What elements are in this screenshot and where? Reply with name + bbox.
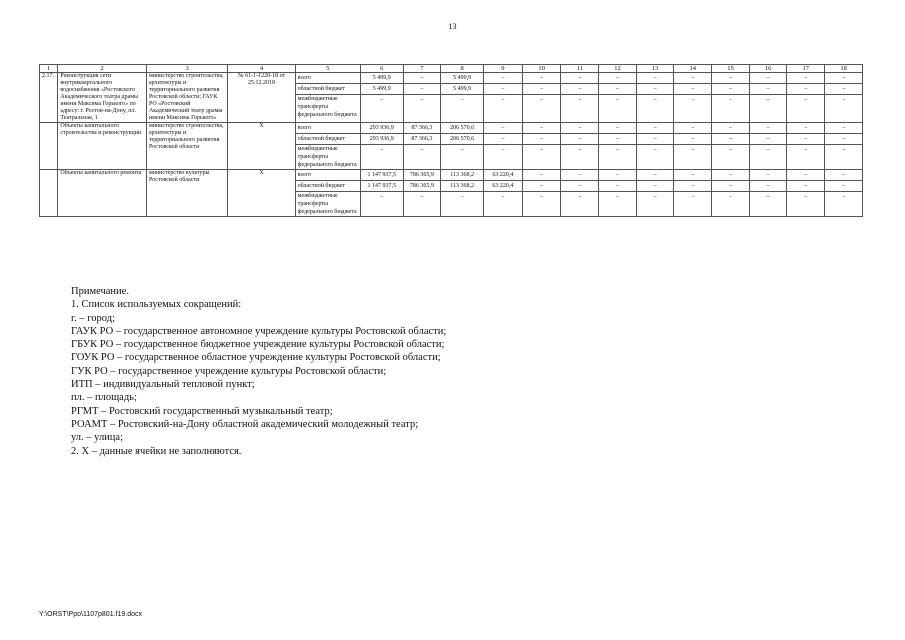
row-number (40, 170, 58, 217)
amount-value: – (728, 147, 732, 153)
column-header: 1 (40, 65, 58, 73)
amount-value: – (712, 73, 749, 84)
funding-source: областной бюджет (296, 134, 360, 145)
amount-value: – (712, 181, 749, 192)
amount-value: – (599, 134, 636, 145)
column-header: 18 (825, 65, 863, 73)
column-header: 4 (228, 65, 295, 73)
amount-value: – (653, 147, 657, 153)
amount-value: – (380, 147, 384, 153)
funding-source-cell (295, 170, 360, 217)
value-cell (441, 123, 484, 170)
value-cell (712, 170, 750, 217)
amount-value: – (637, 181, 674, 192)
value-cell (825, 123, 863, 170)
amount-value: – (484, 84, 522, 95)
value-cell (484, 170, 523, 217)
object-name: Объекты капитального строительства и реконструкции (58, 123, 147, 170)
amount-value: – (561, 73, 598, 84)
amount-value: – (420, 194, 424, 200)
note-line: ИТП – индивидуальный тепловой пункт; (71, 379, 255, 391)
amount-value: 113 368,2 (441, 170, 483, 181)
amount-value: – (561, 170, 598, 181)
amount-value: – (484, 123, 522, 134)
column-header: 7 (403, 65, 441, 73)
amount-value: – (523, 170, 561, 181)
column-header: 15 (712, 65, 750, 73)
value-cell (825, 73, 863, 123)
document-ref: № 61-1-1220-18 от 25.12.2018 (228, 73, 295, 123)
note-line: ГАУК РО – государственное автономное учреждение культуры Ростовской области; (71, 325, 447, 337)
file-path-footer: Y:\ORST\Ppo\1107p801.f19.docx (39, 611, 142, 618)
amount-value: – (380, 194, 384, 200)
amount-value: – (578, 97, 582, 103)
amount-value: – (842, 97, 846, 103)
amount-value: – (615, 97, 619, 103)
amount-value: – (825, 123, 862, 134)
amount-value: – (523, 134, 561, 145)
note-line: РГМТ – Ростовский государственный музыкальный театр; (71, 405, 333, 417)
amount-value: – (637, 84, 674, 95)
amount-value: – (637, 134, 674, 145)
notes-section (71, 285, 871, 458)
amount-value: – (420, 147, 424, 153)
amount-value: – (540, 97, 544, 103)
amount-value: 786 365,9 (404, 181, 441, 192)
note-line: РОАМТ – Ростовский-на-Дону областной академический молодежный театр; (71, 418, 419, 430)
amount-value: – (728, 194, 732, 200)
amount-value: – (712, 84, 749, 95)
amount-value: – (804, 194, 808, 200)
document-ref: Х (228, 123, 295, 170)
funding-source: областной бюджет (296, 181, 360, 192)
row-number: 2.17. (40, 73, 58, 123)
amount-value: – (674, 123, 711, 134)
funding-source: межбюджетные трансферты федерального бюджета (297, 146, 357, 168)
amount-value: – (578, 194, 582, 200)
value-cell (712, 123, 750, 170)
amount-value: – (787, 84, 824, 95)
amount-value: – (750, 73, 787, 84)
funding-source: межбюджетные трансферты федерального бюджета (297, 193, 357, 215)
amount-value: – (787, 73, 824, 84)
amount-value: – (540, 194, 544, 200)
amount-value: – (825, 84, 862, 95)
funding-source: всего (296, 123, 360, 134)
note-line: ул. – улица; (71, 432, 123, 444)
amount-value: – (404, 73, 441, 84)
amount-value: – (561, 134, 598, 145)
note-line: ГОУК РО – государственное областное учреждение культуры Ростовской области; (71, 352, 441, 364)
amount-value: – (804, 147, 808, 153)
note-line: г. – город; (71, 312, 115, 324)
note-line: пл. – площадь; (71, 392, 137, 404)
value-cell (787, 73, 825, 123)
object-name: Реконструкция сети внутриквартального водоснабжения «Ростовского Академического театра драмы имени Максима Горького» по адресу: г. Ростов-на-Дону, пл. Театральная, 1 (58, 73, 147, 123)
notes-title: Примечание. (71, 286, 129, 297)
value-cell (403, 170, 441, 217)
amount-value: – (599, 84, 636, 95)
funding-source-cell (295, 73, 360, 123)
amount-value: 1 147 937,5 (361, 181, 403, 192)
amount-value: – (540, 147, 544, 153)
funding-source: всего (296, 73, 360, 84)
amount-value: – (599, 73, 636, 84)
value-cell (636, 170, 674, 217)
amount-value: – (674, 84, 711, 95)
row-number (40, 123, 58, 170)
note-line: 1. Список используемых сокращений: (71, 299, 242, 311)
column-header: 2 (58, 65, 147, 73)
amount-value: – (599, 181, 636, 192)
column-header: 10 (522, 65, 561, 73)
amount-value: – (599, 170, 636, 181)
responsible-party: министерство строительства, архитектуры и территориального развития Ростовской области (146, 123, 227, 170)
amount-value: 113 368,2 (441, 181, 483, 192)
value-cell (674, 123, 712, 170)
amount-value: – (691, 147, 695, 153)
amount-value: – (712, 170, 749, 181)
amount-value: – (484, 134, 522, 145)
funding-source: всего (296, 170, 360, 181)
column-header: 5 (295, 65, 360, 73)
value-cell (787, 170, 825, 217)
amount-value: – (674, 134, 711, 145)
value-cell (561, 170, 599, 217)
amount-value: – (712, 123, 749, 134)
amount-value: 5 499,9 (361, 73, 403, 84)
value-cell (522, 170, 561, 217)
amount-value: – (825, 73, 862, 84)
value-cell (749, 123, 787, 170)
amount-value: 206 570,6 (441, 123, 483, 134)
funding-source: областной бюджет (296, 84, 360, 95)
amount-value: – (691, 97, 695, 103)
amount-value: – (728, 97, 732, 103)
amount-value: – (484, 73, 522, 84)
funding-source-cell (295, 123, 360, 170)
value-cell (360, 73, 403, 123)
note-line: ГБУК РО – государственное бюджетное учреждение культуры Ростовской области; (71, 339, 445, 351)
amount-value: – (637, 123, 674, 134)
value-cell (360, 123, 403, 170)
amount-value: – (523, 181, 561, 192)
value-cell (599, 123, 637, 170)
value-cell (749, 170, 787, 217)
value-cell (825, 170, 863, 217)
value-cell (561, 123, 599, 170)
value-cell (674, 73, 712, 123)
amount-value: – (420, 97, 424, 103)
column-header: 3 (146, 65, 227, 73)
amount-value: – (637, 73, 674, 84)
amount-value: – (561, 84, 598, 95)
amount-value: 5 499,9 (361, 84, 403, 95)
value-cell (441, 73, 484, 123)
column-header: 11 (561, 65, 599, 73)
amount-value: – (766, 147, 770, 153)
amount-value: – (787, 181, 824, 192)
amount-value: – (750, 170, 787, 181)
amount-value: – (691, 194, 695, 200)
amount-value: – (615, 194, 619, 200)
value-cell (599, 73, 637, 123)
amount-value: – (674, 73, 711, 84)
table-row (40, 123, 863, 170)
amount-value: – (653, 194, 657, 200)
value-cell (636, 73, 674, 123)
amount-value: 206 570,6 (441, 134, 483, 145)
amount-value: – (766, 97, 770, 103)
amount-value: – (615, 147, 619, 153)
amount-value: – (501, 194, 505, 200)
amount-value: – (787, 134, 824, 145)
amount-value: – (460, 147, 464, 153)
amount-value: – (523, 73, 561, 84)
amount-value: 63 220,4 (484, 170, 522, 181)
amount-value: 786 365,9 (404, 170, 441, 181)
value-cell (599, 170, 637, 217)
column-header: 12 (599, 65, 637, 73)
object-name: Объекты капитального ремонта (58, 170, 147, 217)
column-header: 8 (441, 65, 484, 73)
amount-value: 63 220,4 (484, 181, 522, 192)
amount-value: – (561, 181, 598, 192)
amount-value: – (804, 97, 808, 103)
value-cell (403, 73, 441, 123)
value-cell (674, 170, 712, 217)
value-cell (787, 123, 825, 170)
value-cell (441, 170, 484, 217)
value-cell (561, 73, 599, 123)
column-header: 13 (636, 65, 674, 73)
funding-source: межбюджетные трансферты федерального бюджета (297, 96, 357, 118)
value-cell (484, 123, 523, 170)
value-cell (636, 123, 674, 170)
amount-value: – (501, 147, 505, 153)
page-number: 13 (448, 22, 457, 31)
table-row (40, 170, 863, 217)
amount-value: – (766, 194, 770, 200)
column-header: 14 (674, 65, 712, 73)
amount-value: – (653, 97, 657, 103)
amount-value: 293 936,9 (361, 134, 403, 145)
amount-value: – (523, 123, 561, 134)
value-cell (522, 73, 561, 123)
amount-value: – (750, 84, 787, 95)
amount-value: – (825, 170, 862, 181)
value-cell (522, 123, 561, 170)
amount-value: 1 147 937,5 (361, 170, 403, 181)
amount-value: – (825, 134, 862, 145)
amount-value: 87 366,3 (404, 134, 441, 145)
amount-value: – (842, 147, 846, 153)
responsible-party: министерство строительства, архитектуры и территориального развития Ростовской области; ГАУК РО «Ростовский Академический театр драмы имени Максима Горького» (146, 73, 227, 123)
amount-value: 5 499,9 (441, 84, 483, 95)
amount-value: – (501, 97, 505, 103)
amount-value: – (825, 181, 862, 192)
amount-value: – (523, 84, 561, 95)
amount-value: – (380, 97, 384, 103)
amount-value: – (460, 97, 464, 103)
amount-value: 87 366,3 (404, 123, 441, 134)
amount-value: – (599, 123, 636, 134)
amount-value: – (750, 134, 787, 145)
responsible-party: министерство культуры Ростовской области (146, 170, 227, 217)
value-cell (403, 123, 441, 170)
amount-value: – (404, 84, 441, 95)
value-cell (484, 73, 523, 123)
header-row (40, 65, 863, 73)
note-line: ГУК РО – государственное учреждение культуры Ростовской области; (71, 365, 387, 377)
document-ref: Х (228, 170, 295, 217)
value-cell (360, 170, 403, 217)
amount-value: – (578, 147, 582, 153)
value-cell (712, 73, 750, 123)
column-header: 16 (749, 65, 787, 73)
column-header: 9 (484, 65, 523, 73)
amount-value: – (750, 123, 787, 134)
amount-value: – (787, 123, 824, 134)
amount-value: – (460, 194, 464, 200)
amount-value: – (674, 170, 711, 181)
column-header: 17 (787, 65, 825, 73)
amount-value: 5 499,9 (441, 73, 483, 84)
amount-value: – (787, 170, 824, 181)
budget-table (39, 64, 863, 217)
amount-value: – (674, 181, 711, 192)
note-line: 2. Х – данные ячейки не заполняются. (71, 445, 242, 457)
amount-value: – (750, 181, 787, 192)
amount-value: – (842, 194, 846, 200)
value-cell (749, 73, 787, 123)
amount-value: – (561, 123, 598, 134)
amount-value: 293 936,9 (361, 123, 403, 134)
amount-value: – (637, 170, 674, 181)
table-row (40, 73, 863, 123)
amount-value: – (712, 134, 749, 145)
column-header: 6 (360, 65, 403, 73)
